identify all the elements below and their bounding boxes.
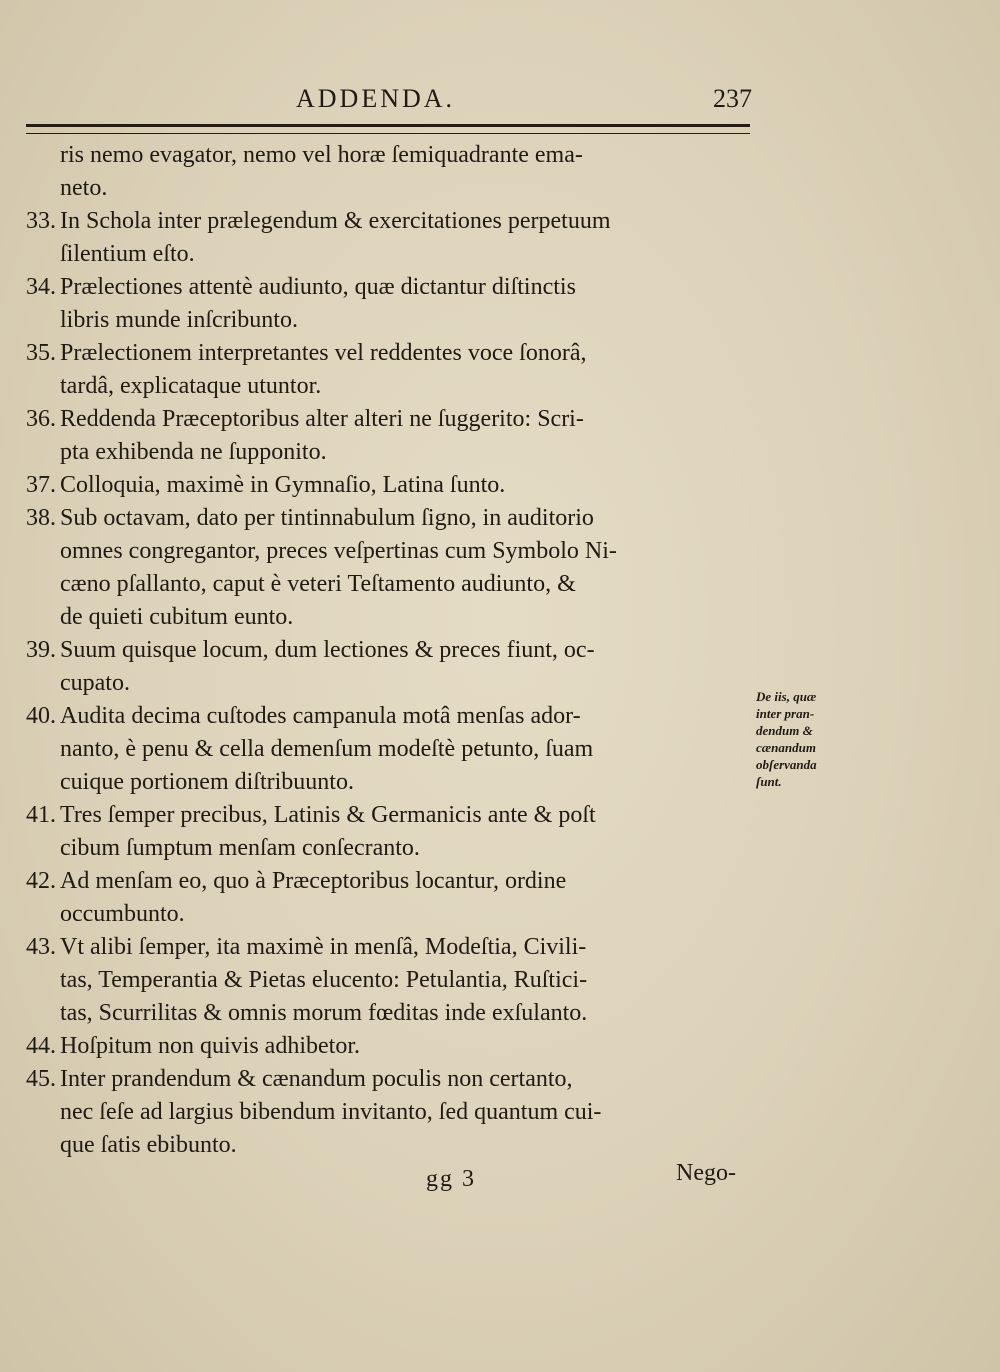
rule-text: cæno pſallanto, caput è veteri Teſtamento audiunto, & [60,571,576,597]
rule-number: 45. [26,1066,56,1092]
rule-text: Vt alibi ſemper, ita maximè in menſâ, Modeſtia, Civili- [60,934,587,960]
rule-item-continuation [26,237,784,271]
rule-number: 44. [26,1033,56,1059]
rule-text: tas, Scurrilitas & omnis morum fœditas inde exſulanto. [60,1000,588,1026]
rule-item [26,1029,750,1063]
rule-item-continuation [26,600,784,634]
rule-item [26,930,750,964]
rule-text: Prælectiones attentè audiunto, quæ dictantur diſtinctis [60,274,576,300]
rule-item-continuation [26,732,784,766]
marginal-note-line: ſunt. [756,774,782,789]
rule-number: 43. [26,934,56,960]
rule-text: Ad menſam eo, quo à Præceptoribus locantur, ordine [60,868,567,894]
running-title: ADDENDA. [296,84,456,113]
rule-item [26,402,750,436]
rule-text: que ſatis ebibunto. [60,1132,237,1158]
rule-item [26,798,750,832]
rule-item-continuation [26,567,784,601]
rule-item-continuation [26,138,784,172]
rule-item-continuation [26,534,784,568]
rule-item [26,501,750,535]
marginal-note-line: inter pran- [756,706,815,721]
signature-mark: gg 3 [426,1166,476,1192]
rule-item-continuation [26,765,784,799]
marginal-note-line: cænandum [756,740,816,755]
rule-item-continuation [26,996,784,1030]
rule-text: tardâ, explicataque utuntor. [60,373,322,399]
rule-item-continuation [26,1128,784,1162]
rule-number: 41. [26,802,56,828]
rule-number: 34. [26,274,56,300]
catchword: Nego- [676,1160,736,1186]
rule-text: cupato. [60,670,130,696]
rule-text: omnes congregantor, preces veſpertinas cum Symbolo Ni- [60,538,617,564]
rule-text: nanto, è penu & cella demenſum modeſtè petunto, ſuam [60,736,594,762]
rule-item-continuation [26,435,784,469]
rule-text: ſilentium eſto. [60,241,195,267]
marginal-note [756,688,866,790]
rule-item-continuation [26,831,784,865]
rule-text: occumbunto. [60,901,185,927]
rule-item-continuation [26,963,784,997]
page-number: 237 [713,84,752,113]
rule-item-continuation [26,1095,784,1129]
rule-item [26,204,750,238]
rule-text: cibum ſumptum menſam conſecranto. [60,835,420,861]
rule-text: In Schola inter prælegendum & exercitationes perpetuum [60,208,611,234]
rule-number: 39. [26,637,56,663]
rule-item-continuation [26,666,784,700]
rule-text: neto. [60,175,108,201]
rule-text: Sub octavam, dato per tintinnabulum ſigno, in auditorio [60,505,594,531]
rule-text: Reddenda Præceptoribus alter alteri ne ſuggerito: Scri- [60,406,584,432]
marginal-note-line: dendum & [756,723,813,738]
rule-item [26,1062,750,1096]
marginal-note-line: obſervanda [756,757,817,772]
rule-number: 40. [26,703,56,729]
rule-text: libris munde inſcribunto. [60,307,298,333]
rule-text: Inter prandendum & cænandum poculis non certanto, [60,1066,573,1092]
rule-item [26,468,750,502]
rule-text: nec ſeſe ad largius bibendum invitanto, ſed quantum cui- [60,1099,602,1125]
rule-text: Prælectionem interpretantes vel reddentes voce ſonorâ, [60,340,587,366]
rule-item [26,633,750,667]
rule-item [26,336,750,370]
rule-number: 35. [26,340,56,366]
rule-number: 37. [26,472,56,498]
rule-item [26,270,750,304]
rule-text: Colloquia, maximè in Gymnaſio, Latina ſunto. [60,472,506,498]
marginal-note-line: De iis, quæ [756,689,817,704]
rule-text: Audita decima cuſtodes campanula motâ menſas ador- [60,703,581,729]
rule-number: 36. [26,406,56,432]
rule-item [26,699,750,733]
rule-item [26,864,750,898]
rule-number: 33. [26,208,56,234]
rule-text: ris nemo evagator, nemo vel horæ ſemiquadrante ema- [60,142,583,168]
rule-item-continuation [26,897,784,931]
rule-text: Tres ſemper precibus, Latinis & Germanicis ante & poſt [60,802,596,828]
rule-number: 42. [26,868,56,894]
rule-text: Suum quisque locum, dum lectiones & preces fiunt, oc- [60,637,595,663]
rule-text: tas, Temperantia & Pietas elucento: Petulantia, Ruſtici- [60,967,588,993]
rule-text: pta exhibenda ne ſupponito. [60,439,327,465]
rule-item-continuation [26,369,784,403]
rule-text: de quieti cubitum eunto. [60,604,294,630]
rule-item-continuation [26,303,784,337]
rule-text: cuique portionem diſtribuunto. [60,769,354,795]
rule-item-continuation [26,171,784,205]
rule-text: Hoſpitum non quivis adhibetor. [60,1033,360,1059]
rule-number: 38. [26,505,56,531]
